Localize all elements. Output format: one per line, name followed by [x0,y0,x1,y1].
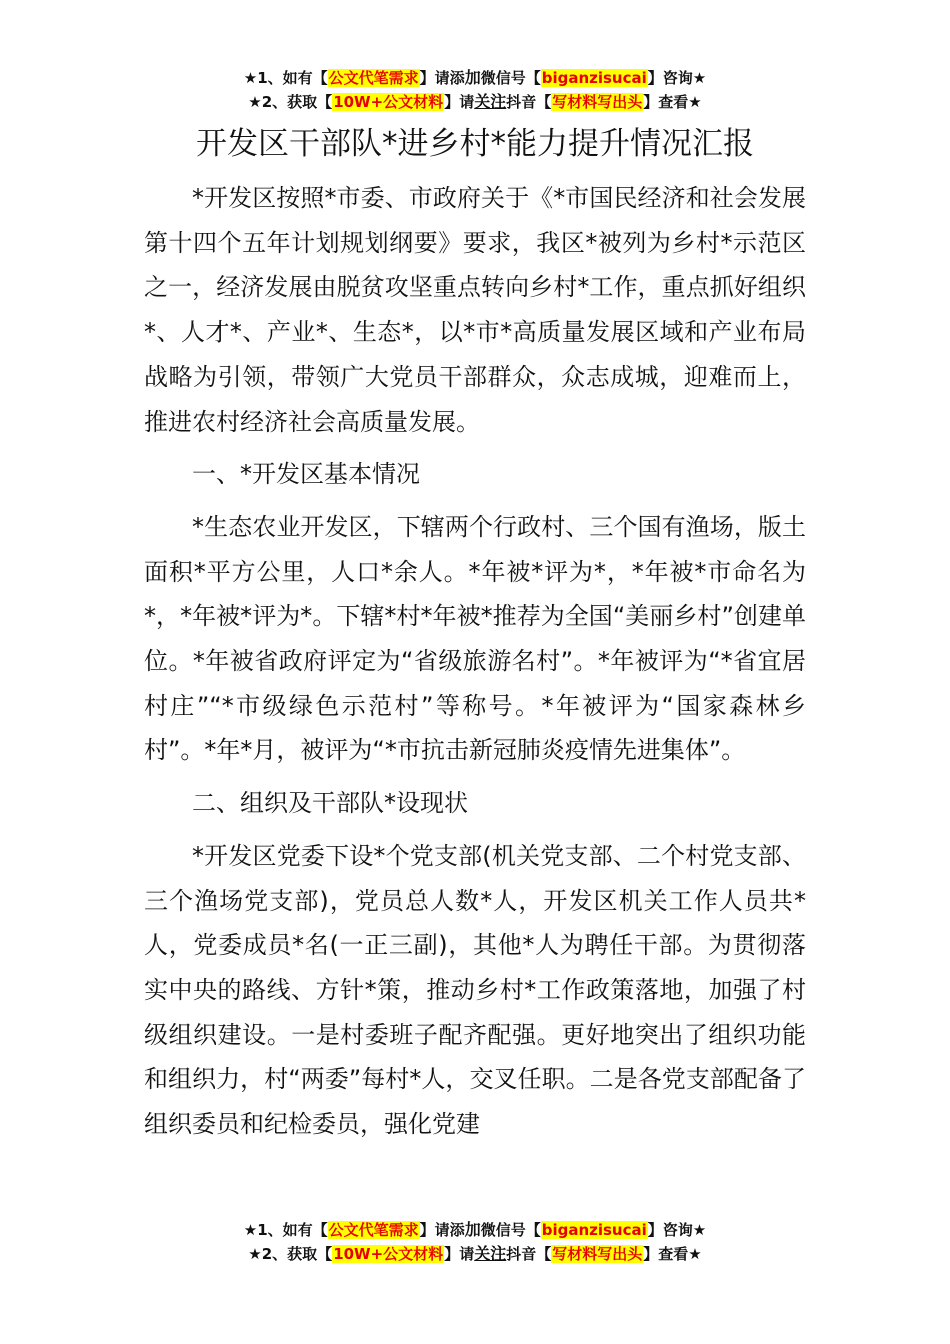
footer-promo-banner [0,1218,950,1266]
promo-text: 】请 [444,1245,475,1263]
promo-text: 】查看★ [643,1245,702,1263]
promo-text: 关注 [474,1244,507,1263]
promo-highlight: 公文代笔需求 [328,1221,419,1239]
promo-line-1 [0,66,950,90]
promo-text: ★2、获取【 [248,93,333,111]
promo-text: ★1、如有【 [243,1221,328,1239]
promo-text: 】咨询★ [647,69,707,87]
promo-highlight-wechat: biganzisucai [541,69,647,87]
promo-text: 抖音【 [506,93,552,111]
paragraph-basic-info: *生态农业开发区，下辖两个行政村、三个国有渔场，版土面积*平方公里，人口*余人。*年被*评为*，*年被*市命名为*，*年被*评为*。下辖*村*年被*推荐为全国“美丽乡村”创建单位。*年被省政府评定为“省级旅游名村”。*年被评为“*省宜居村庄”“*市级绿色示范村”等称号。*年被评为“国家森林乡村”。*年*月，被评为“*市抗击新冠肺炎疫情先进集体”。 [144,512,806,765]
promo-highlight: 公文代笔需求 [328,69,419,87]
promo-text: 】咨询★ [647,1221,707,1239]
header-promo-banner [0,66,950,114]
promo-text: ★2、获取【 [248,1245,333,1263]
section-heading-1: 一、*开发区基本情况 [192,460,420,489]
promo-highlight: 10W+公文材料 [333,93,444,111]
promo-text: 】请 [444,93,475,111]
promo-text: 】查看★ [643,93,702,111]
document-title: 开发区干部队*进乡村*能力提升情况汇报 [196,126,754,162]
promo-text: ★1、如有【 [243,69,328,87]
document-body [144,176,806,1155]
promo-line-2 [0,90,950,114]
promo-text: 微信号【 [480,1221,541,1239]
promo-text: 】请添 [419,69,465,87]
promo-text: 关注 [474,92,507,111]
promo-highlight: 10W+公文材料 [333,1245,444,1263]
promo-highlight-douyin: 写材料写出头 [552,1245,643,1263]
promo-text: 抖音【 [506,1245,552,1263]
promo-highlight-wechat: biganzisucai [541,1221,647,1239]
promo-line-1 [0,1218,950,1242]
promo-line-2 [0,1242,950,1266]
paragraph-organization: *开发区党委下设*个党支部(机关党支部、二个村党支部、三个渔场党支部)，党员总人数*人，开发区机关工作人员共*人，党委成员*名(一正三副)，其他*人为聘任干部。为贯彻落实中央的路线、方针*策，推动乡村*工作政策落地，加强了村级组织建设。一是村委班子配齐配强。更好地突出了组织功能和组织力，村“两委”每村*人，交叉任职。二是各党支部配备了组织委员和纪检委员，强化党建 [144,841,806,1139]
promo-text: 加 [464,68,481,87]
promo-highlight-douyin: 写材料写出头 [552,93,643,111]
promo-text: 加 [464,1220,481,1239]
promo-text: 微信号【 [480,69,541,87]
section-heading-2: 二、组织及干部队*设现状 [192,789,468,818]
promo-text: 】请添 [419,1221,465,1239]
paragraph-intro: *开发区按照*市委、市政府关于《*市国民经济和社会发展第十四个五年计划规划纲要》要求，我区*被列为乡村*示范区之一，经济发展由脱贫攻坚重点转向乡村*工作，重点抓好组织*、人才*、产业*、生态*，以*市*高质量发展区域和产业布局战略为引领，带领广大党员干部群众，众志成城，迎难而上，推进农村经济社会高质量发展。 [144,184,806,436]
